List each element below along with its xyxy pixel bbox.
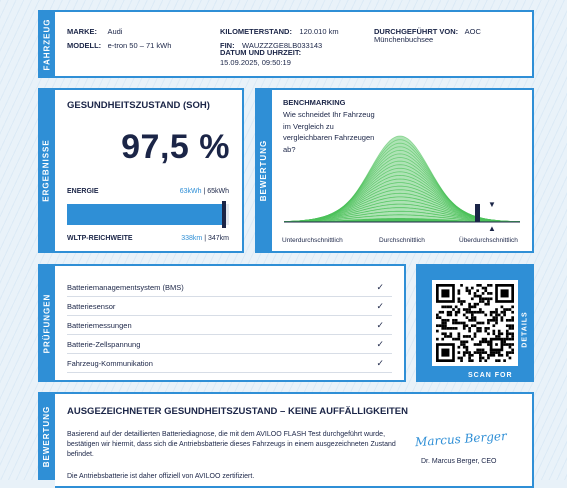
- mileage-value: 120.010 km: [299, 27, 339, 36]
- soh-value: 97,5 %: [121, 128, 230, 166]
- section-tab-results: [38, 88, 55, 253]
- benchmark-below-label: Unterdurchschnittlich: [282, 237, 343, 244]
- checkmark-icon: ✓: [376, 338, 384, 349]
- signer-name: Dr. Marcus Berger, CEO: [421, 458, 497, 465]
- section-label-rating: BEWERTUNG: [259, 139, 269, 202]
- benchmark-average-label: Durchschnittlich: [379, 237, 425, 244]
- benchmark-above-label: Überdurchschnittlich: [459, 237, 518, 244]
- check-item: [67, 335, 392, 354]
- check-item-label: Batterie-Zellspannung: [67, 339, 141, 349]
- conclusion-certified-text: Die Antriebsbatterie ist daher offiziell von AVILOO zertifiziert.: [67, 473, 255, 480]
- check-item-label: Batteriemanagementsystem (BMS): [67, 282, 184, 292]
- qr-code[interactable]: [432, 280, 518, 366]
- energy-separator: |: [201, 188, 208, 195]
- range-values: [181, 235, 229, 242]
- signature: Marcus Berger: [414, 428, 508, 450]
- section-tab-rating: [255, 88, 272, 253]
- check-item-label: Batteriesensor: [67, 301, 116, 311]
- benchmark-bell-curve: [272, 120, 530, 225]
- vehicle-card: [55, 10, 534, 78]
- check-item: [67, 278, 392, 297]
- energy-max: 65kWh: [207, 188, 229, 195]
- energy-values: [180, 188, 229, 195]
- energy-bar-fill: [67, 204, 224, 225]
- benchmark-card: [272, 88, 534, 253]
- benchmark-question: Wie schneidet Ihr Fahrzeug im Vergleich zu vergleichbaren Fahrzeugen ab?: [283, 110, 375, 154]
- section-label-checks: PRÜFUNGEN: [42, 293, 52, 353]
- model-row: [67, 35, 171, 53]
- energy-current: 63kWh: [179, 188, 202, 195]
- range-label: WLTP-REICHWEITE: [67, 235, 133, 242]
- qr-code-image: [436, 284, 514, 362]
- check-item-label: Batteriemessungen: [67, 320, 132, 330]
- date-value: 15.09.2025, 09:50:19: [220, 58, 291, 67]
- check-item-label: Fahrzeug-Kommunikation: [67, 358, 153, 368]
- check-item: [67, 354, 392, 373]
- qr-details-text: DETAILS: [521, 311, 529, 348]
- checks-list: [67, 278, 392, 373]
- benchmark-position-marker: [475, 204, 480, 222]
- vin-label: FIN:: [220, 41, 235, 50]
- checkmark-icon: ✓: [376, 357, 384, 368]
- range-current: 338km: [181, 235, 203, 242]
- checkmark-icon: ✓: [376, 281, 384, 292]
- checks-card: [55, 264, 406, 382]
- section-label-rating-2: BEWERTUNG: [42, 405, 52, 467]
- model-label: MODELL:: [67, 41, 102, 50]
- mileage-label: KILOMETERSTAND:: [220, 27, 292, 36]
- performed-label: DURCHGEFÜHRT VON:: [374, 27, 459, 36]
- model-value: e-tron 50 – 71 kWh: [107, 41, 172, 50]
- checkmark-icon: ✓: [376, 300, 384, 311]
- vin-value: WAUZZZGE8LB033143: [242, 41, 323, 50]
- checkmark-icon: ✓: [376, 319, 384, 330]
- make-value: Audi: [107, 27, 123, 36]
- date-label: DATUM UND UHRZEIT:: [220, 48, 302, 57]
- bell-curve-lines: [284, 136, 520, 222]
- range-max: 347km: [207, 235, 229, 242]
- check-item: [67, 297, 392, 316]
- qr-card[interactable]: [416, 264, 534, 382]
- energy-bar-marker: [222, 201, 226, 228]
- benchmark-title: BENCHMARKING: [283, 98, 346, 107]
- location-value: Münchenbuchsee: [374, 35, 434, 44]
- section-label-vehicle: FAHRZEUG: [42, 18, 51, 70]
- section-label-results: ERGEBNISSE: [42, 139, 51, 202]
- energy-label: ENERGIE: [67, 188, 99, 195]
- soh-card: [55, 88, 244, 253]
- section-tab-rating-2: [38, 392, 55, 480]
- soh-title: GESUNDHEITSZUSTAND (SOH): [67, 100, 210, 111]
- section-tab-checks: [38, 264, 55, 382]
- conclusion-text: Basierend auf der detaillierten Batteriediagnose, die mit dem AVILOO FLASH Test durchgeführt wurde, bestätigen wir hiermit, dass sich die Antriebsbatterie dieses Fahrzeugs in einem ausgezeichneten Zustand befindet.: [67, 431, 396, 458]
- marker-down-icon: ▼: [488, 200, 496, 209]
- marker-up-icon: ▲: [488, 224, 496, 233]
- conclusion-card: [55, 392, 534, 488]
- make-label: MARKE:: [67, 27, 97, 36]
- conclusion-title: AUSGEZEICHNETER GESUNDHEITSZUSTAND – KEINE AUFFÄLLIGKEITEN: [67, 406, 408, 417]
- energy-bar-track: [67, 204, 229, 225]
- range-separator: |: [202, 235, 208, 242]
- qr-scan-text: SCAN FOR: [468, 372, 513, 379]
- check-item: [67, 316, 392, 335]
- section-tab-vehicle: [38, 10, 55, 78]
- performed-value: AOC: [464, 27, 481, 36]
